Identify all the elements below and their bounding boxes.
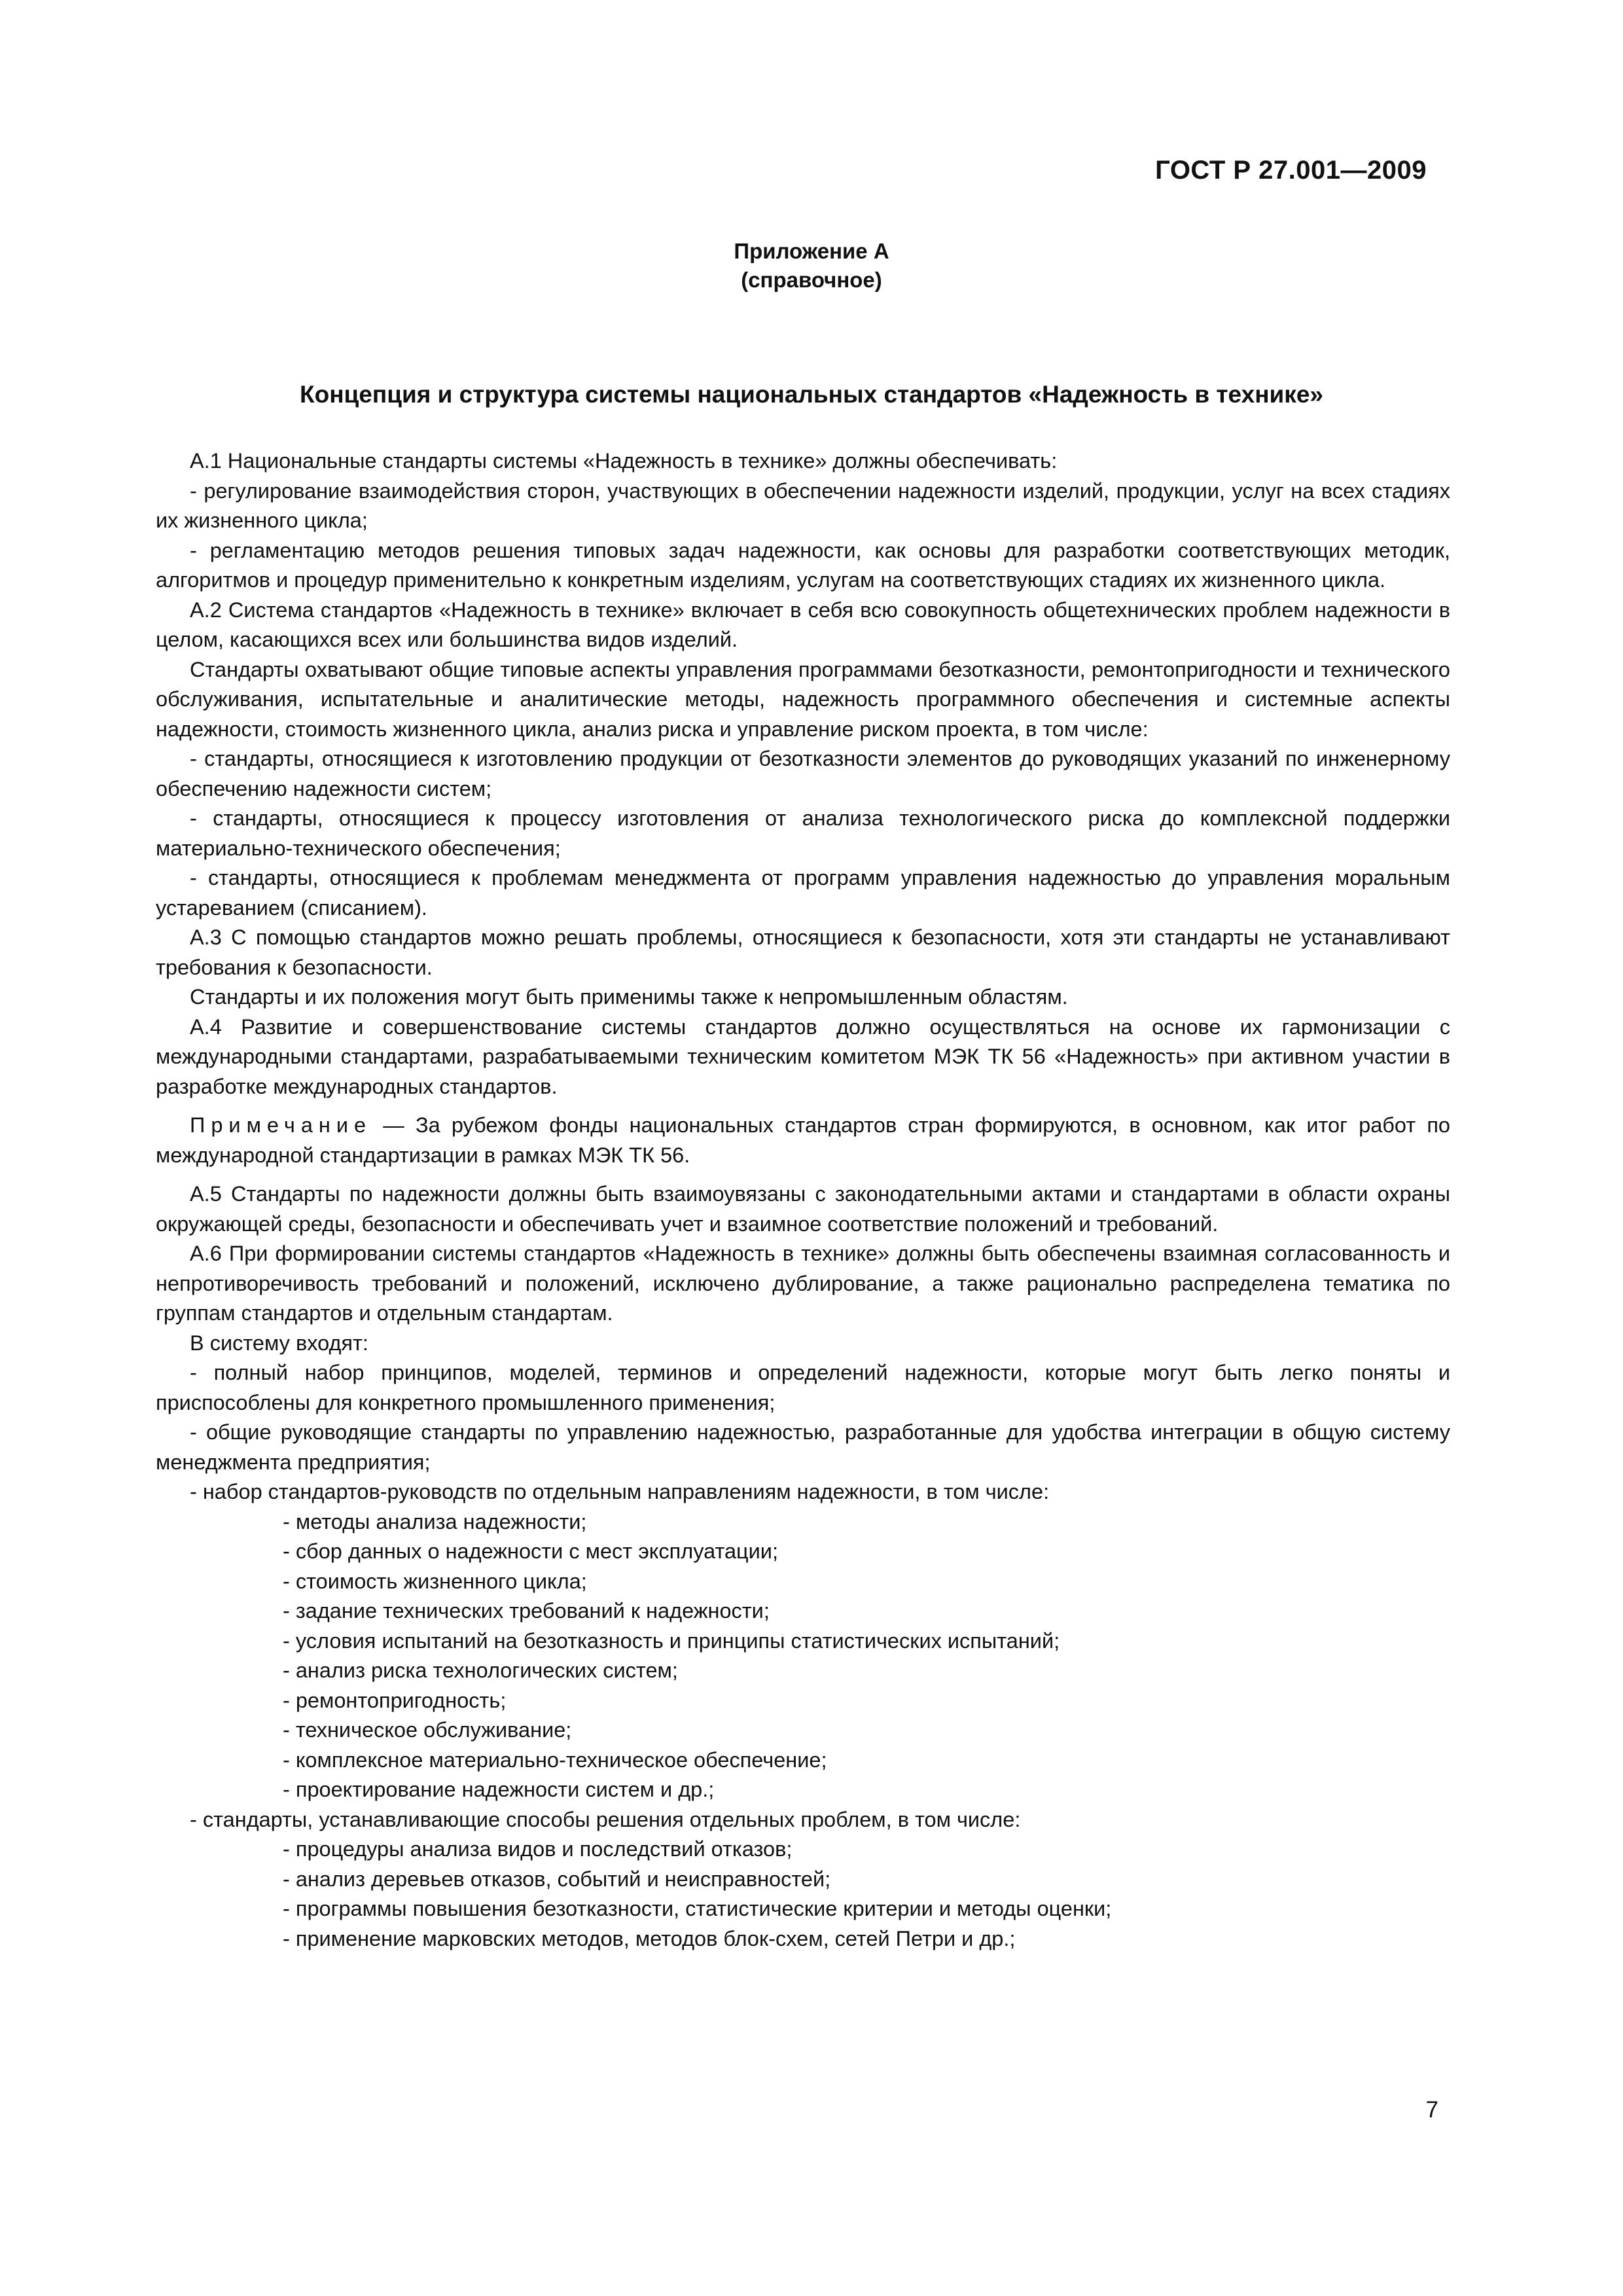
annex-heading [0, 237, 1623, 295]
note-text: — За рубежом фонды национальных стандартов стран формируются, в основном, как итог работ по международной стандартизации в рамках МЭК ТК 56. [156, 1113, 1450, 1167]
paragraph-a3: А.3 С помощью стандартов можно решать проблемы, относящиеся к безопасности, хотя эти стандарты не устанавливают требования к безопасности. [156, 925, 1450, 979]
sublist-item: - комплексное материально-техническое обеспечение; [283, 1748, 827, 1772]
annex-title: Приложение А [734, 239, 889, 263]
list-item: - стандарты, устанавливающие способы решения отдельных проблем, в том числе: [190, 1807, 1021, 1831]
document-body [156, 446, 1450, 1954]
sublist-item: - программы повышения безотказности, статистические критерии и методы оценки; [283, 1897, 1112, 1920]
list-item: - полный набор принципов, моделей, терминов и определений надежности, которые могут быть легко поняты и приспособлены для конкретного промышленного применения; [156, 1361, 1450, 1414]
annex-type: (справочное) [741, 268, 882, 292]
paragraph-a5: А.5 Стандарты по надежности должны быть взаимоувязаны с законодательными актами и стандартами в области охраны окружающей среды, безопасности и обеспечивать учет и взаимное соответствие положений и требований. [156, 1182, 1450, 1236]
list-item: - стандарты, относящиеся к изготовлению продукции от безотказности элементов до руководящих указаний по инженерному обеспечению надежности систем; [156, 747, 1450, 800]
sublist-item: - проектирование надежности систем и др.; [283, 1778, 715, 1801]
sublist-item: - методы анализа надежности; [283, 1509, 587, 1534]
list-item: - регламентацию методов решения типовых задач надежности, как основы для разработки соответствующих методик, алгоритмов и процедур применительно к конкретным изделиям, услугам на соответствующих стадиях их жизненного цикла. [156, 538, 1450, 592]
sublist-item: - сбор данных о надежности с мест эксплуатации; [283, 1539, 778, 1563]
sublist-item: - процедуры анализа видов и последствий отказов; [283, 1837, 793, 1861]
sublist-item: - техническое обслуживание; [283, 1718, 572, 1742]
paragraph-a6: А.6 При формировании системы стандартов «Надежность в технике» должны быть обеспечены взаимная согласованность и непротиворечивость требований и положений, исключено дублирование, а также рационально распределена тематика по группам стандартов и отдельным стандартам. [156, 1242, 1450, 1325]
note-label: Примечание [190, 1113, 372, 1137]
paragraph: Стандарты охватывают общие типовые аспекты управления программами безотказности, ремонтопригодности и технического обслуживания, испытательные и аналитические методы, надежность программного обеспечения и системные аспекты надежности, стоимость жизненного цикла, анализ риска и управление риском проекта, в том числе: [156, 657, 1450, 741]
sublist-item: - применение марковских методов, методов блок-схем, сетей Петри и др.; [283, 1926, 1016, 1950]
sublist-item: - анализ деревьев отказов, событий и неисправностей; [283, 1867, 831, 1891]
paragraph: Стандарты и их положения могут быть применимы также к непромышленным областям. [190, 985, 1068, 1009]
list-item: - стандарты, относящиеся к процессу изготовления от анализа технологического риска до комплексной поддержки материально-технического обеспечения; [156, 806, 1450, 860]
list-item: - стандарты, относящиеся к проблемам менеджмента от программ управления надежностью до управления моральным устареванием (списанием). [156, 866, 1450, 920]
list-item: - общие руководящие стандарты по управлению надежностью, разработанные для удобства интеграции в общую систему менеджмента предприятия; [156, 1420, 1450, 1474]
sublist-item: - задание технических требований к надежности; [283, 1599, 770, 1623]
page-number: 7 [1425, 2097, 1438, 2123]
sublist-item: - условия испытаний на безотказность и принципы статистических испытаний; [283, 1628, 1060, 1653]
paragraph: В систему входят: [190, 1331, 368, 1355]
paragraph-a1: А.1 Национальные стандарты системы «Надежность в технике» должны обеспечивать: [190, 449, 1058, 473]
sublist-item: - стоимость жизненного цикла; [283, 1569, 587, 1593]
paragraph-a2: А.2 Система стандартов «Надежность в технике» включает в себя всю совокупность общетехнических проблем надежности в целом, касающихся всех или большинства видов изделий. [156, 598, 1450, 651]
list-item: - набор стандартов-руководств по отдельным направлениям надежности, в том числе: [190, 1480, 1050, 1503]
paragraph-a4: А.4 Развитие и совершенствование системы стандартов должно осуществляться на основе их гармонизации с международными стандартами, разрабатываемыми техническим комитетом МЭК ТК 56 «Надежность» при активном участии в разработке международных стандартов. [156, 1014, 1450, 1098]
list-item: - регулирование взаимодействия сторон, участвующих в обеспечении надежности изделий, продукции, услуг на всех стадиях их жизненного цикла; [156, 478, 1450, 532]
document-code: ГОСТ Р 27.001—2009 [1155, 156, 1427, 185]
section-title: Концепция и структура системы национальных стандартов «Надежность в технике» [300, 381, 1323, 408]
sublist-item: - анализ риска технологических систем; [283, 1659, 678, 1682]
note [156, 1111, 1450, 1170]
sublist-item: - ремонтопригодность; [283, 1688, 507, 1712]
